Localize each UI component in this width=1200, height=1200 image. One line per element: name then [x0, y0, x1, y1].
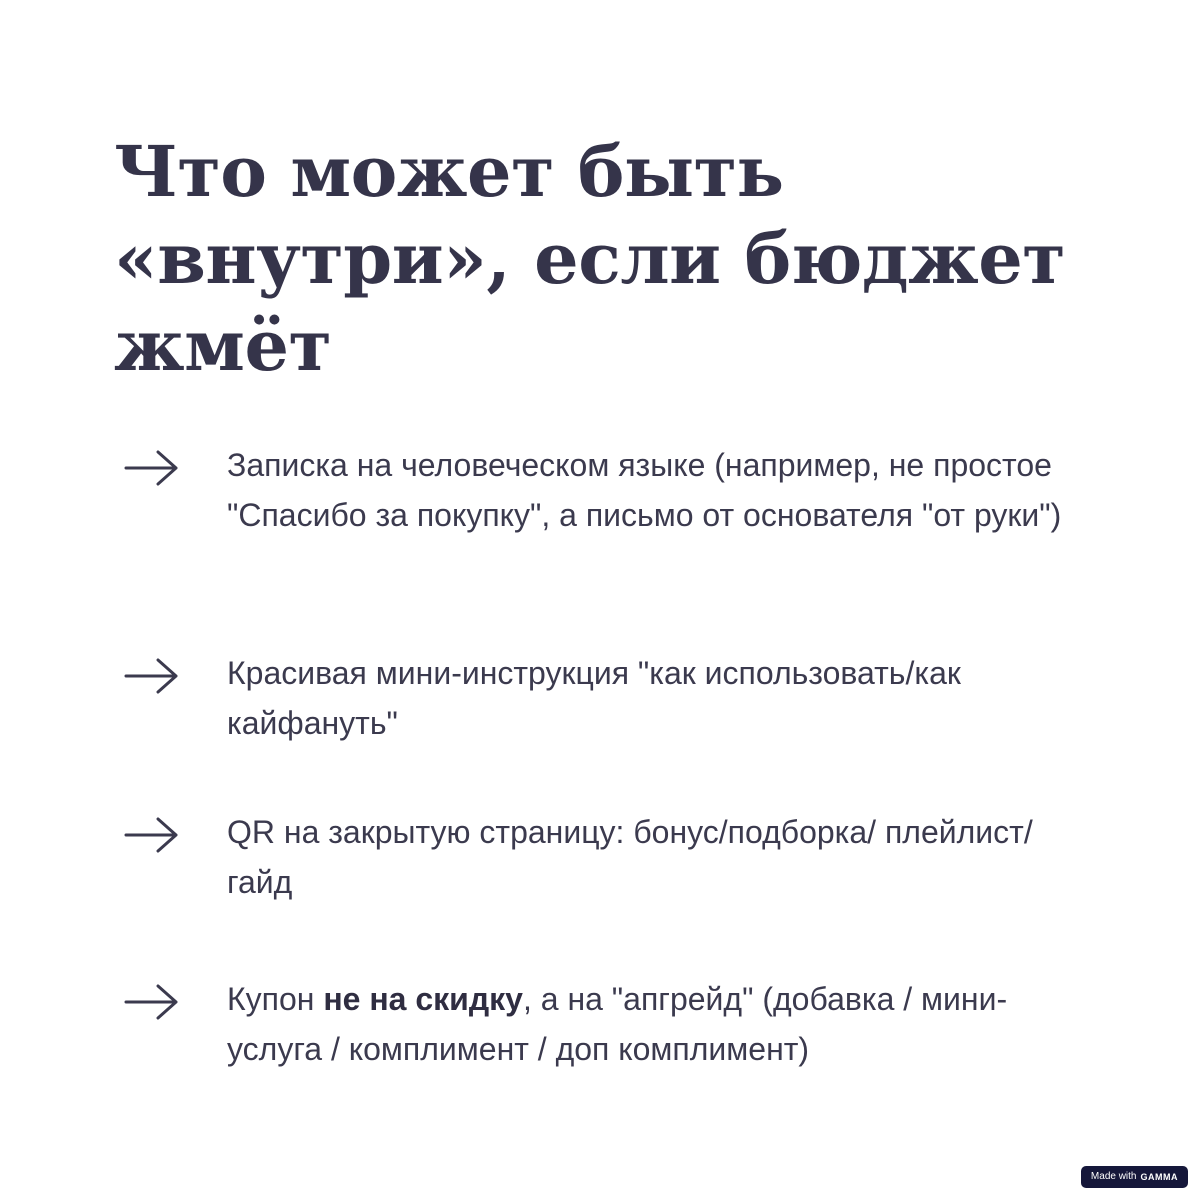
- list-item-text: Красивая мини-инструкция "как использовать/как кайфануть": [227, 655, 961, 741]
- coupon-text-after: , а на "апгрейд" (добавка / мини-услуга / комплимент / доп комплимент): [227, 981, 1008, 1067]
- coupon-text-before: Купон: [227, 981, 324, 1017]
- list-item-text: QR на закрытую страницу: бонус/подборка/ плейлист/гайд: [227, 814, 1033, 900]
- page-title: [114, 128, 1114, 389]
- list-item: [122, 440, 1102, 540]
- list-item: [122, 974, 1102, 1074]
- arrow-right-icon: [122, 980, 182, 1024]
- list-item-text: [227, 974, 1097, 1074]
- arrow-right-icon: [122, 813, 182, 857]
- list-item: [122, 648, 1102, 748]
- title-line-3: жмёт: [114, 304, 332, 387]
- coupon-text-bold: не на скидку: [323, 981, 523, 1017]
- title-line-2: «внутри», если бюджет: [114, 217, 1066, 300]
- arrow-right-icon: [122, 654, 182, 698]
- made-with-gamma-badge[interactable]: [1081, 1166, 1188, 1188]
- title-line-1: Что может быть: [114, 130, 784, 213]
- gamma-logo: GAMMA: [1140, 1172, 1178, 1182]
- badge-made-with-label: Made with: [1090, 1171, 1137, 1182]
- list-item-text: Записка на человеческом языке (например, не простое "Спасибо за покупку", а письмо от основателя "от руки"): [227, 447, 1062, 533]
- arrow-right-icon: [122, 446, 182, 490]
- list-item: [122, 807, 1102, 907]
